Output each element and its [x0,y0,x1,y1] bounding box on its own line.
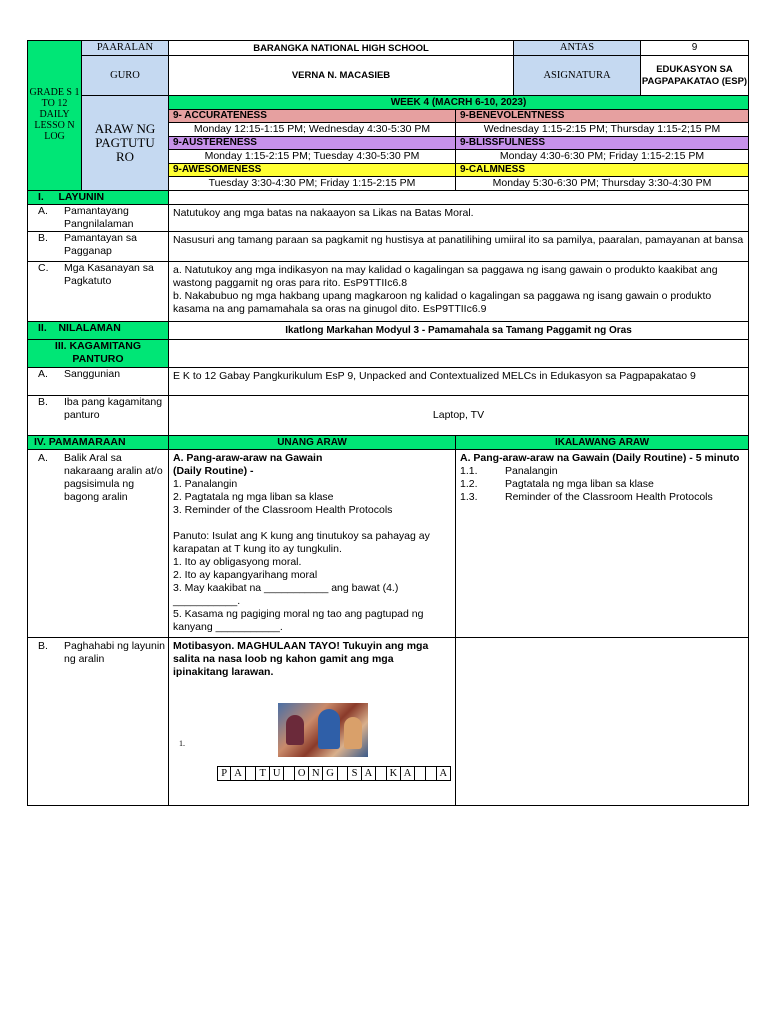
kagamitan-a-label [28,368,169,396]
item-label: Pamantayan sa Pagganap [64,232,137,257]
routine-item: Reminder of the Classroom Health Protocols [505,491,713,503]
letter-box: A [436,767,450,781]
lesson-log-table [27,40,749,806]
letter-boxes [217,766,451,781]
item-number: B. [38,396,48,408]
empty-cell [169,191,749,205]
item-label: Pamantayang Pangnilalaman [64,205,134,230]
day2-heading: IKALAWANG ARAW [456,436,749,450]
layunin-c-label [28,262,169,322]
day1-routine [169,450,456,638]
nilalaman-text: Ikatlong Markahan Modyul 3 - Pamamahala sa Tamang Paggamit ng Oras [169,322,749,340]
teacher-value: VERNA N. MACASIEB [169,56,514,96]
letter-box: A [361,767,375,781]
layunin-a-text: Natutukoy ang mga batas na nakaayon sa Likas na Batas Moral. [169,205,749,232]
item-number: A. [38,368,48,380]
competency-b: b. Nakabubuo ng mga hakbang upang magkaroon ng kalidad o kagalingan sa paggawa ng isang gawain o produkto kasama na ang pamamahala sa oras na ginugol dito. EsP9TTIIc6.9 [173,290,712,315]
letter-box [425,767,436,781]
routine-item: Panalangin [505,465,558,477]
layunin-c-text [169,262,749,322]
item-label: Sanggunian [64,368,121,380]
day-label: ARAW NG PAGTUTU RO [82,96,169,191]
routine-subheading: (Daily Routine) - [173,465,254,477]
section-time: Tuesday 3:30-4:30 PM; Friday 1:15-2:15 PM [169,177,456,191]
nilalaman-heading [28,322,169,340]
day2-routine [456,450,749,638]
section-number: I. [38,191,44,203]
school-value: BARANGKA NATIONAL HIGH SCHOOL [169,41,514,56]
routine-item: Pagtatala ng mga liban sa klase [505,478,654,490]
grade-label [28,41,82,191]
letter-box: U [270,767,284,781]
competency-a: a. Natutukoy ang mga indikasyon na may kalidad o kagalingan sa paggawa ng isang gawain o produkto kaakibat ang wastong paggamit ng oras para rito. EsP9TTIIc6.8 [173,264,718,289]
section-name: 9-BLISSFULNESS [456,137,749,150]
routine-heading: A. Pang-araw-araw na Gawain (Daily Routine) - 5 minuto [460,452,740,464]
letter-box [245,767,256,781]
question-item: 3. May kaakibat na ___________ ang bawat (4.) ___________. [173,582,399,607]
section-time: Monday 4:30-6:30 PM; Friday 1:15-2:15 PM [456,150,749,164]
letter-box: P [218,767,231,781]
layunin-heading [28,191,169,205]
pamamaraan-a-label [28,450,169,638]
empty-cell [169,340,749,368]
subject-value: EDUKASYON SA PAGPAPAKATAO (ESP) [641,56,749,96]
motivation-activity [173,679,451,799]
question-item: 1. Ito ay obligasyong moral. [173,556,302,568]
motivation-text: Motibasyon. MAGHULAAN TAYO! Tukuyin ang mga salita na nasa loob ng kahon gamit ang mga ipinakitang larawan. [173,640,429,678]
routine-item: 3. Reminder of the Classroom Health Protocols [173,504,393,516]
letter-box: O [295,767,309,781]
section-name: 9-BENEVOLENTNESS [456,110,749,123]
section-time: Monday 5:30-6:30 PM; Thursday 3:30-4:30 PM [456,177,749,191]
day1-heading: UNANG ARAW [169,436,456,450]
letter-box [337,767,348,781]
letter-box: A [400,767,414,781]
item-number: A. [38,205,48,217]
item-number: 1.2. [460,478,478,490]
item-label: Iba pang kagamitang panturo [64,396,163,421]
routine-heading: A. Pang-araw-araw na Gawain [173,452,323,464]
item-number: B. [38,640,48,652]
pamamaraan-heading: IV. PAMAMARAAN [28,436,169,450]
section-time: Monday 1:15-2:15 PM; Tuesday 4:30-5:30 PM [169,150,456,164]
kagamitan-heading: III. KAGAMITANG PANTURO [28,340,169,368]
section-name: 9- ACCURATENESS [169,110,456,123]
school-label: PAARALAN [82,41,169,56]
letter-box: T [256,767,270,781]
letter-box: N [309,767,323,781]
section-number: II. [38,322,47,334]
letter-box: G [323,767,337,781]
section-name: 9-CALMNESS [456,164,749,177]
letter-box: K [386,767,400,781]
item-number: B. [38,232,48,244]
instruction-text: Panuto: Isulat ang K kung ang tinutukoy sa pahayag ay karapatan at T kung ito ay tungkulin. [173,530,430,555]
day2-motivation [456,638,749,806]
item-label: Mga Kasanayan sa Pagkatuto [64,262,154,287]
routine-item: 1. Panalangin [173,478,238,490]
letter-box [284,767,295,781]
letter-box [376,767,387,781]
routine-item: 2. Pagtatala ng mga liban sa klase [173,491,334,503]
item-label: Balik Aral sa nakaraang aralin at/o pagsisimula ng bagong aralin [64,452,163,503]
pamamaraan-b-label [28,638,169,806]
photo-image [278,703,368,757]
question-item: 2. Ito ay kapangyarihang moral [173,569,318,581]
layunin-a-label [28,205,169,232]
question-item: 5. Kasama ng pagiging moral ng tao ang pagtupad ng kanyang ___________. [173,608,424,633]
day1-motivation [169,638,456,806]
item-number: A. [38,452,48,464]
kagamitan-a-text: E K to 12 Gabay Pangkurikulum EsP 9, Unpacked and Contextualized MELCs in Edukasyon sa Pagpapakatao 9 [169,368,749,396]
layunin-b-label [28,232,169,262]
level-value: 9 [641,41,749,56]
kagamitan-b-text: Laptop, TV [169,396,749,436]
grade-label-text: GRADE S 1 TO 12 DAILY LESSO N LOG [29,87,80,142]
item-label: Paghahabi ng layunin ng aralin [64,640,166,665]
letter-box: A [231,767,245,781]
item-number: C. [38,262,49,274]
item-number: 1. [179,739,185,748]
letter-box [415,767,426,781]
week-label: WEEK 4 (MACRH 6-10, 2023) [169,96,749,110]
section-title: NILALAMAN [58,322,121,334]
teacher-label: GURO [82,56,169,96]
letter-box: S [348,767,361,781]
section-title: LAYUNIN [58,191,105,203]
item-number: 1.1. [460,465,478,477]
lesson-log [27,40,748,806]
subject-label: ASIGNATURA [514,56,641,96]
section-time: Monday 12:15-1:15 PM; Wednesday 4:30-5:30 PM [169,123,456,137]
section-name: 9-AWESOMENESS [169,164,456,177]
kagamitan-b-label [28,396,169,436]
section-time: Wednesday 1:15-2:15 PM; Thursday 1:15-2;15 PM [456,123,749,137]
layunin-b-text: Nasusuri ang tamang paraan sa pagkamit ng hustisya at panatilihing umiiral ito sa pamilya, paaralan, pamayanan at bansa [169,232,749,262]
section-name: 9-AUSTERENESS [169,137,456,150]
level-label: ANTAS [514,41,641,56]
item-number: 1.3. [460,491,478,503]
